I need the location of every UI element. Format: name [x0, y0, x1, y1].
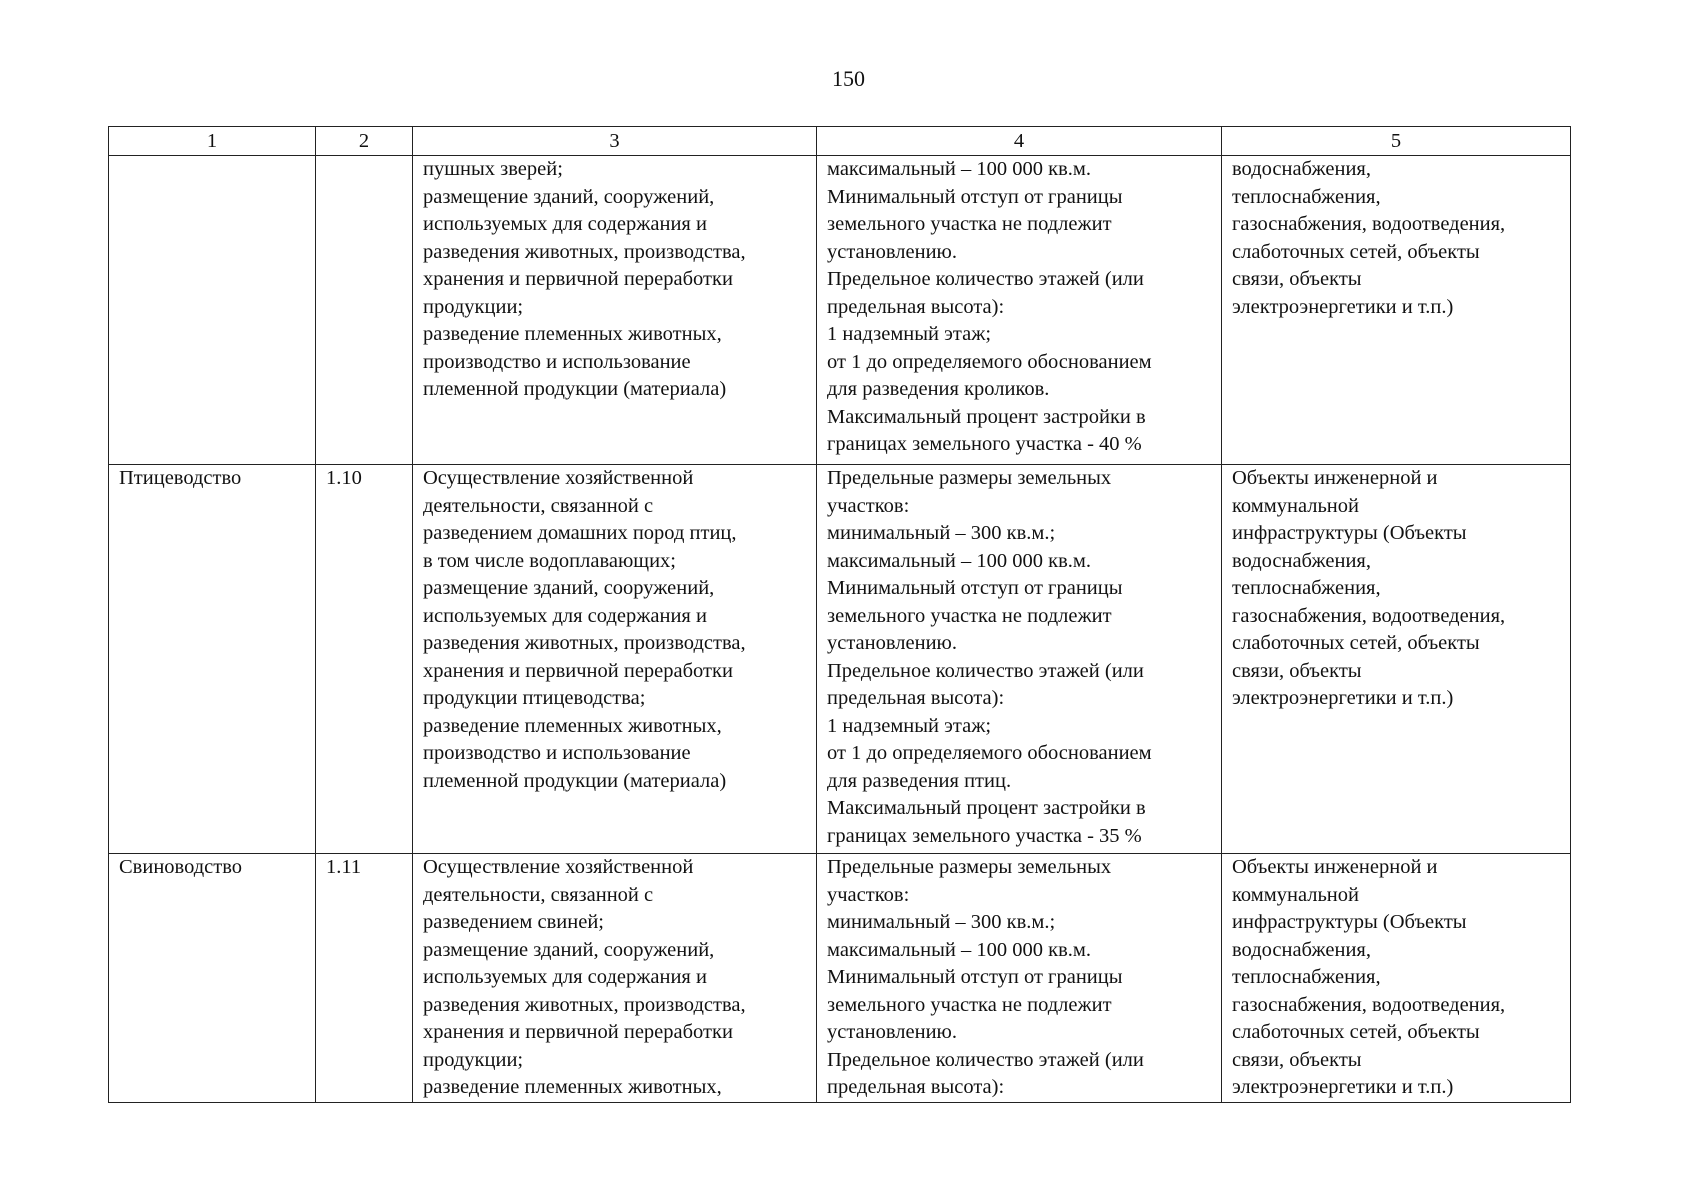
cell-text-line: установлению. [827, 632, 957, 654]
cell-text-line: Минимальный отступ от границы [827, 577, 1123, 599]
cell-text-line: племенной продукции (материала) [423, 378, 727, 400]
cell-text-line: теплоснабжения, [1232, 185, 1381, 208]
cell-text-line: Объекты инженерной и [1232, 467, 1438, 489]
cell-text-line: используемых для содержания и [423, 966, 707, 988]
cell-text-line: продукции; [423, 1048, 524, 1071]
column-header-4: 4 [817, 127, 1222, 156]
land-use-table [108, 126, 1571, 1103]
cell-text-line: от 1 до определяемого обоснованием [827, 742, 1152, 764]
land-use-name-cell: Птицеводство [109, 465, 316, 854]
cell-text-line: Предельное количество этажей (или [827, 659, 1144, 682]
cell-text-line: слаботочных сетей, объекты [1232, 240, 1480, 263]
table-row [109, 465, 1571, 854]
cell-text-line: хранения и первичной переработки [423, 1021, 733, 1043]
cell-text-line: теплоснабжения, [1232, 577, 1381, 599]
cell-text-line: разведением домашних пород птиц, [423, 522, 737, 544]
land-use-description-cell [413, 854, 817, 1103]
cell-text-line: установлению. [827, 1021, 957, 1043]
cell-text-line: электроэнергетики и т.п.) [1232, 1076, 1454, 1098]
cell-text-line: Осуществление хозяйственной [423, 467, 694, 489]
cell-text-line: водоснабжения, [1232, 549, 1371, 572]
table-header-row [109, 127, 1571, 156]
cell-text-line: разведение племенных животных, [423, 714, 722, 737]
table-body [109, 156, 1571, 1103]
cell-text-line: границах земельного участка - 35 % [827, 824, 1142, 847]
cell-text-line: связи, объекты [1232, 1048, 1362, 1071]
cell-text-line: Максимальный процент застройки в [827, 797, 1146, 819]
cell-text-line: Объекты инженерной и [1232, 856, 1438, 878]
cell-text-line: предельная высота): [827, 295, 1005, 318]
cell-text-line: участков: [827, 494, 910, 517]
cell-text-line: газоснабжения, водоотведения, [1232, 213, 1506, 235]
cell-text-line: газоснабжения, водоотведения, [1232, 993, 1506, 1016]
cell-text-line: газоснабжения, водоотведения, [1232, 604, 1506, 627]
cell-text-line: используемых для содержания и [423, 213, 707, 235]
cell-text-line: установлению. [827, 240, 957, 263]
table-row [109, 156, 1571, 465]
cell-text-line: деятельности, связанной с [423, 883, 654, 906]
cell-text-line: 1 надземный этаж; [827, 323, 992, 345]
cell-text-line: 1 надземный этаж; [827, 714, 992, 737]
cell-text-line: электроэнергетики и т.п.) [1232, 295, 1454, 318]
cell-text-line: разведение племенных животных, [423, 323, 722, 345]
land-use-code-cell [316, 156, 413, 465]
cell-text-line: производство и использование [423, 350, 691, 373]
cell-text-line: инфраструктуры (Объекты [1232, 911, 1467, 933]
cell-text-line: в том числе водоплавающих; [423, 549, 676, 572]
cell-text-line: теплоснабжения, [1232, 966, 1381, 988]
cell-text-line: хранения и первичной переработки [423, 268, 733, 290]
cell-text-line: хранения и первичной переработки [423, 659, 733, 682]
cell-text-line: разведения животных, производства, [423, 632, 746, 654]
cell-text-line: инфраструктуры (Объекты [1232, 522, 1467, 544]
cell-text-line: земельного участка не подлежит [827, 213, 1112, 235]
cell-text-line: водоснабжения, [1232, 938, 1371, 961]
cell-text-line: минимальный – 300 кв.м.; [827, 911, 1056, 933]
cell-text-line: деятельности, связанной с [423, 494, 654, 517]
cell-text-line: коммунальной [1232, 883, 1359, 906]
land-use-code-cell: 1.11 [316, 854, 413, 1103]
cell-text-line: Минимальный отступ от границы [827, 185, 1123, 208]
cell-text-line: слаботочных сетей, объекты [1232, 1021, 1480, 1043]
cell-text-line: Предельное количество этажей (или [827, 1048, 1144, 1071]
cell-text-line: размещение зданий, сооружений, [423, 938, 715, 961]
land-use-parameters-cell [817, 854, 1222, 1103]
column-header-3: 3 [413, 127, 817, 156]
land-use-name-cell [109, 156, 316, 465]
land-use-description-cell [413, 156, 817, 465]
land-use-infrastructure-cell [1222, 156, 1571, 465]
land-use-infrastructure-cell [1222, 854, 1571, 1103]
cell-text-line: пушных зверей; [423, 158, 563, 180]
cell-text-line: максимальный – 100 000 кв.м. [827, 938, 1091, 961]
cell-text-line: Минимальный отступ от границы [827, 966, 1123, 988]
land-use-parameters-cell [817, 156, 1222, 465]
page-number: 150 [832, 66, 865, 91]
cell-text-line: Максимальный процент застройки в [827, 405, 1146, 428]
cell-text-line: Предельные размеры земельных [827, 467, 1112, 489]
cell-text-line: слаботочных сетей, объекты [1232, 632, 1480, 654]
cell-text-line: продукции птицеводства; [423, 687, 646, 709]
cell-text-line: участков: [827, 883, 910, 906]
cell-text-line: водоснабжения, [1232, 158, 1371, 180]
cell-text-line: для разведения кроликов. [827, 378, 1050, 400]
cell-text-line: продукции; [423, 295, 524, 318]
cell-text-line: максимальный – 100 000 кв.м. [827, 158, 1091, 180]
cell-text-line: электроэнергетики и т.п.) [1232, 687, 1454, 709]
land-use-name-cell: Свиноводство [109, 854, 316, 1103]
cell-text-line: разведения животных, производства, [423, 240, 746, 263]
cell-text-line: связи, объекты [1232, 659, 1362, 682]
cell-text-line: для разведения птиц. [827, 769, 1012, 792]
land-use-parameters-cell [817, 465, 1222, 854]
table-row [109, 854, 1571, 1103]
land-use-description-cell [413, 465, 817, 854]
cell-text-line: производство и использование [423, 742, 691, 764]
cell-text-line: размещение зданий, сооружений, [423, 577, 715, 599]
cell-text-line: минимальный – 300 кв.м.; [827, 522, 1056, 544]
cell-text-line: племенной продукции (материала) [423, 769, 727, 792]
land-use-infrastructure-cell [1222, 465, 1571, 854]
cell-text-line: земельного участка не подлежит [827, 604, 1112, 627]
column-header-1: 1 [109, 127, 316, 156]
cell-text-line: Осуществление хозяйственной [423, 856, 694, 878]
cell-text-line: предельная высота): [827, 687, 1005, 709]
cell-text-line: Предельное количество этажей (или [827, 268, 1144, 290]
cell-text-line: используемых для содержания и [423, 604, 707, 627]
cell-text-line: границах земельного участка - 40 % [827, 433, 1142, 455]
cell-text-line: предельная высота): [827, 1076, 1005, 1098]
cell-text-line: разведение племенных животных, [423, 1076, 722, 1098]
cell-text-line: связи, объекты [1232, 268, 1362, 290]
cell-text-line: разведением свиней; [423, 911, 604, 933]
column-header-2: 2 [316, 127, 413, 156]
cell-text-line: от 1 до определяемого обоснованием [827, 350, 1152, 373]
cell-text-line: разведения животных, производства, [423, 993, 746, 1016]
cell-text-line: размещение зданий, сооружений, [423, 185, 715, 208]
cell-text-line: земельного участка не подлежит [827, 993, 1112, 1016]
land-use-code-cell: 1.10 [316, 465, 413, 854]
cell-text-line: максимальный – 100 000 кв.м. [827, 549, 1091, 572]
cell-text-line: коммунальной [1232, 494, 1359, 517]
cell-text-line: Предельные размеры земельных [827, 856, 1112, 878]
column-header-5: 5 [1222, 127, 1571, 156]
